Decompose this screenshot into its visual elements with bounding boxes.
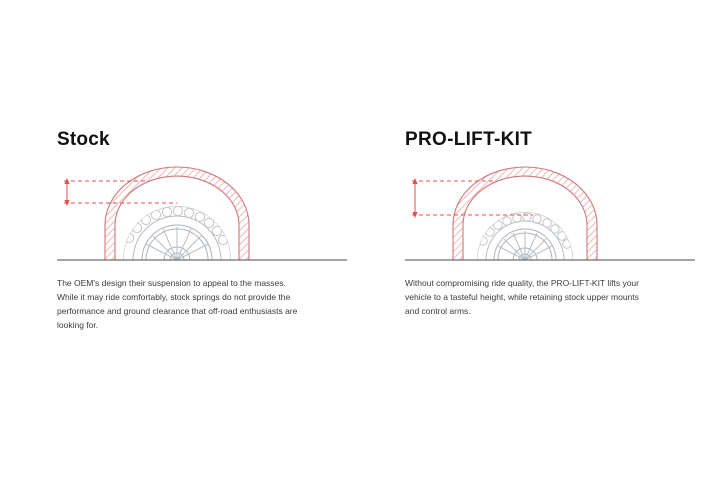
stock-wheel-well-diagram	[57, 165, 347, 265]
panel-stock	[57, 0, 367, 481]
panel-body-pro-lift-kit: Without compromising ride quality, the PRO-LIFT-KIT lifts your vehicle to a tasteful height, while retaining stock upper mounts and control arms.	[405, 278, 639, 316]
wheel-rim	[142, 225, 212, 265]
panel-pro-lift-kit	[405, 0, 715, 481]
panel-title-stock: Stock	[57, 129, 110, 150]
pro-lift-kit-wheel-well-diagram	[405, 165, 695, 265]
panel-title-pro-lift-kit: PRO-LIFT-KIT	[405, 129, 533, 150]
panel-body-stock: The OEM's design their suspension to appeal to the masses. While it may ride comfortably, stock springs do not provide the performance and ground clearance that off-road enthusiasts are looking for.	[57, 278, 298, 330]
